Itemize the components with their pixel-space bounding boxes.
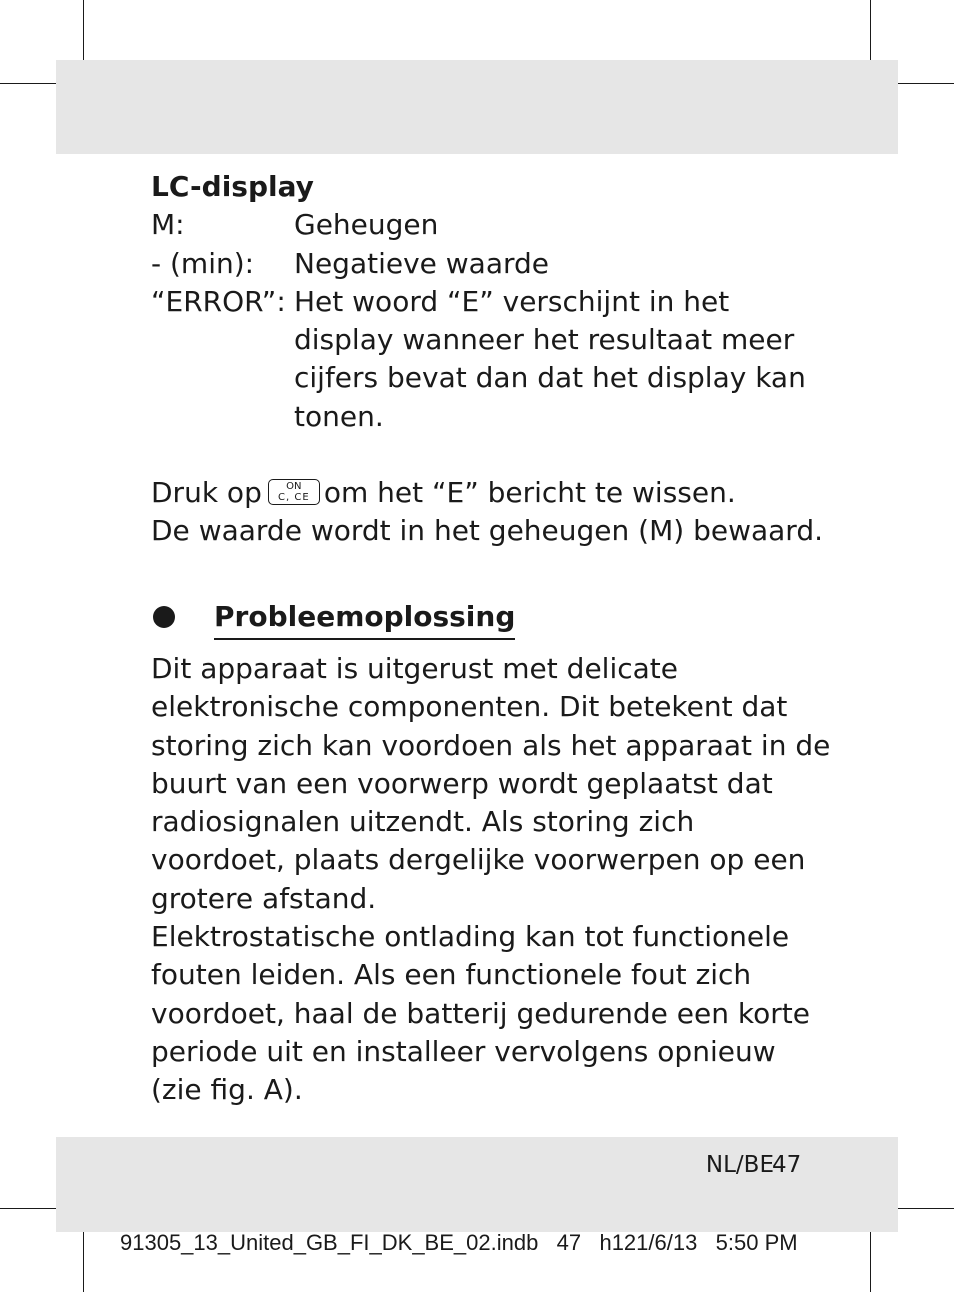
crop-mark [0, 83, 56, 84]
definition-term: - (min): [151, 246, 255, 280]
crop-mark [898, 1208, 954, 1209]
definition-row [151, 206, 831, 244]
bullet-icon [153, 606, 175, 628]
crop-mark [898, 83, 954, 84]
crop-mark [83, 1232, 84, 1292]
section-title: Probleemoplossing [214, 598, 515, 640]
definition-desc: Het woord “E” verschijnt in het display wanneer het resultaat meer cijfers bevat dan dat het display kan tonen. [294, 284, 806, 433]
definition-term: M: [151, 208, 185, 242]
crop-mark [870, 0, 871, 60]
key-top-label: ON [286, 481, 302, 493]
language-label: NL/BE [705, 1152, 774, 1178]
definition-row [151, 245, 831, 283]
definition-desc: Geheugen [294, 208, 439, 242]
key-bottom-label: C, CE [278, 492, 310, 504]
paragraph: Elektrostatische ontlading kan tot functionele fouten leiden. Als een functionele fout zich voordoet, haal de batterij gedurende een korte periode uit en installeer vervolgens opnieuw (zie fig. A). [151, 920, 810, 1107]
on-clear-key-icon [268, 479, 320, 505]
memory-note: De waarde wordt in het geheugen (M) bewaard. [151, 514, 823, 548]
clear-suffix: om het “E” bericht te wissen. [323, 476, 736, 510]
clear-prefix: Druk op [151, 476, 262, 510]
troubleshooting-body [151, 650, 831, 1110]
crop-mark [0, 1208, 56, 1209]
lcd-section [151, 168, 831, 551]
definition-desc: Negatieve waarde [294, 246, 550, 280]
clear-instruction [151, 474, 831, 512]
definition-term: “ERROR”: [151, 284, 286, 318]
definition-row [151, 283, 831, 436]
crop-mark [83, 0, 84, 60]
lcd-heading: LC-display [151, 170, 314, 203]
troubleshooting-header [151, 598, 831, 644]
paragraph: Dit apparaat is uitgerust met delicate elektronische componenten. Dit betekent dat storing zich kan voordoen als het apparaat in de buurt van een voorwerp wordt geplaatst dat radiosignalen uitzendt. Als storing zich voordoet, plaats dergelijke voorwerpen op een grotere afstand. [151, 652, 831, 915]
print-slug: 91305_13_United_GB_FI_DK_BE_02.indb 47 h121/6/13 5:50 PM [120, 1230, 798, 1255]
crop-mark [870, 1232, 871, 1292]
header-band [56, 60, 898, 154]
page-number: 47 [772, 1152, 802, 1178]
